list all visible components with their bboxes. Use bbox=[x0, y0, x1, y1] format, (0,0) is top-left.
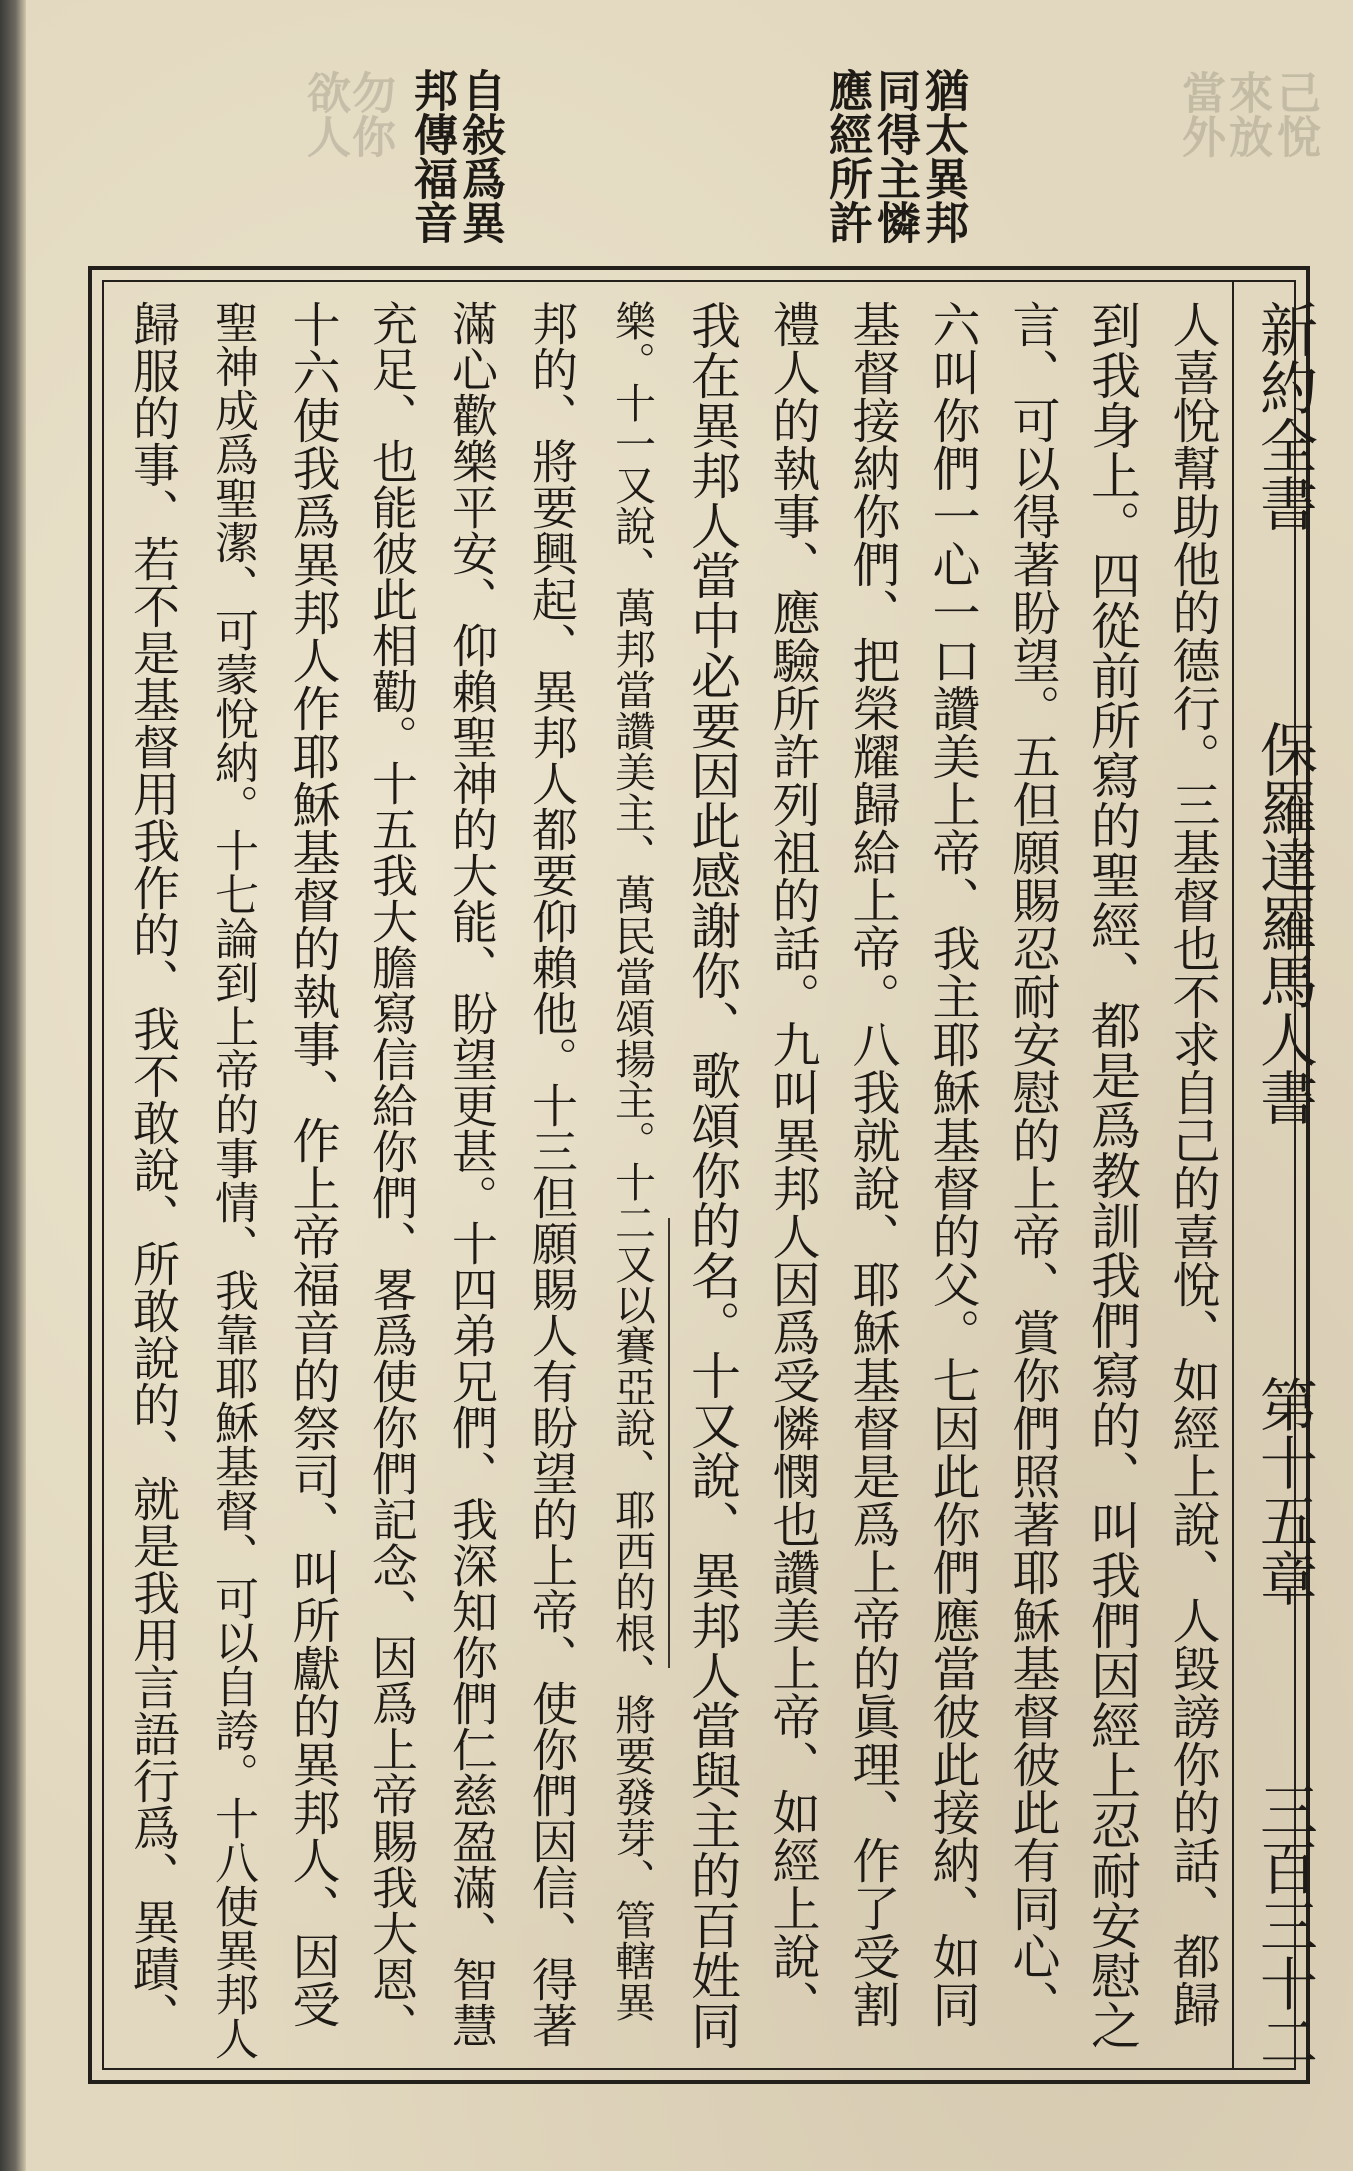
text-column: 充足、也能彼此相勸。十五我大膽寫信給你們、畧爲使你們記念、因爲上帝賜我大恩、 bbox=[365, 300, 419, 2048]
page-number: 三百三十二 bbox=[1250, 1780, 1318, 2070]
bleed-through-text: 來放 bbox=[1221, 70, 1272, 158]
running-header bbox=[1244, 300, 1324, 2070]
text-column: 歸服的事、若不是基督用我作的、我不敢說、所敢說的、就是我用言語行爲、異蹟、 bbox=[125, 300, 180, 2039]
margin-note: 自敍爲異 bbox=[454, 68, 505, 244]
text-column: 人喜悅幫助他的德行。三基督也不求自己的喜悅、如經上說、人毀謗你的話、都歸 bbox=[1164, 300, 1220, 2028]
header-divider bbox=[1232, 282, 1234, 2068]
text-column: 禮人的執事、應驗所許列祖的話。九叫異邦人因爲受憐憫也讚美上帝、如經上說、 bbox=[764, 300, 820, 2028]
margin-note: 應經所許 bbox=[821, 68, 872, 244]
chapter-label: 第十五章 bbox=[1250, 1375, 1318, 1607]
text-column: 十六使我爲異邦人作耶穌基督的執事、作上帝福音的祭司、叫所獻的異邦人、因受 bbox=[284, 300, 340, 2028]
margin-note: 邦傳福音 bbox=[406, 68, 457, 244]
text-column: 滿心歡樂平安、仰賴聖神的大能、盼望更甚。十四弟兄們、我深知你們仁慈盈滿、智慧 bbox=[445, 300, 499, 2048]
text-column: 基督接納你們、把榮耀歸給上帝。八我就說、耶穌基督是爲上帝的眞理、作了受割 bbox=[844, 300, 900, 2028]
bleed-through-text: 當外 bbox=[1174, 70, 1225, 158]
text-column: 六叫你們一心一口讚美上帝、我主耶穌基督的父。七因此你們應當彼此接納、如同 bbox=[924, 300, 980, 2028]
text-column: 邦的、將要興起、異邦人都要仰賴他。十三但願賜人有盼望的上帝、使你們因信、得著 bbox=[525, 300, 579, 2048]
book-spine-shadow bbox=[0, 0, 26, 2171]
text-column: 到我身上。四從前所寫的聖經、都是爲教訓我們寫的、叫我們因經上忍耐安慰之 bbox=[1083, 300, 1141, 2050]
margin-note: 猶太異邦 bbox=[917, 68, 968, 244]
book-title: 新約全書 bbox=[1250, 300, 1318, 532]
text-column: 言、可以得著盼望。五但願賜忍耐安慰的上帝、賞你們照著耶穌基督彼此有同心、 bbox=[1004, 300, 1060, 2028]
text-column: 我在異邦人當中必要因此感謝你、歌頌你的名。十又說、異邦人當與主的百姓同 bbox=[683, 300, 741, 2050]
bleed-through-text: 勿你 bbox=[344, 70, 395, 158]
bleed-through-text: 己悅 bbox=[1269, 70, 1320, 158]
text-column: 樂。十一又說、萬邦當讚美主、萬民當頌揚主。十二又以賽亞說、耶西的根、將要發芽、管轄異 bbox=[608, 300, 656, 2022]
epistle-title: 保羅達羅馬人書 bbox=[1250, 720, 1318, 1126]
text-column: 聖神成爲聖潔、可蒙悅納。十七論到上帝的事情、我靠耶穌基督、可以自誇。十八使異邦人 bbox=[207, 300, 258, 2060]
margin-note: 同得主憐 bbox=[869, 68, 920, 244]
bleed-through-text: 欲人 bbox=[299, 70, 350, 158]
